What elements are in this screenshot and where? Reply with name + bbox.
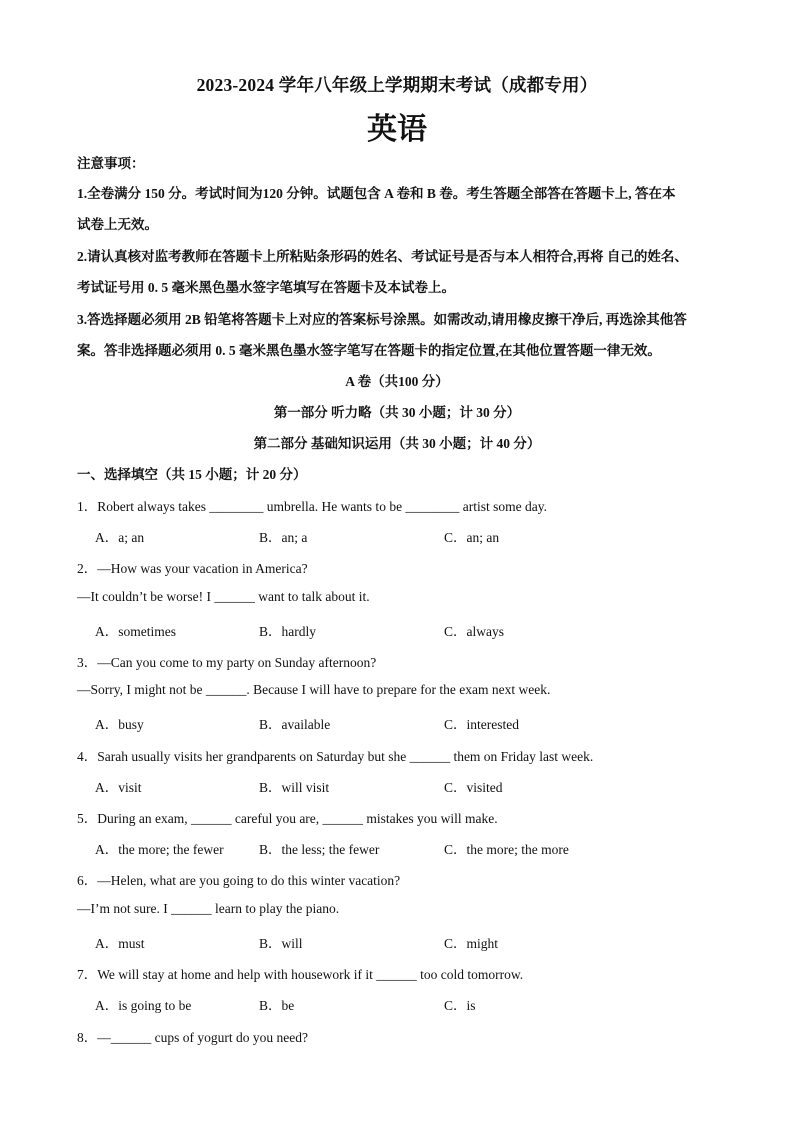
question-3-stem-line-2: —Sorry, I might not be ______. Because I will have to prepare for the exam next week. — [77, 682, 551, 697]
part2-heading: 第二部分 基础知识运用（共 30 小题；计 40 分） — [253, 436, 541, 451]
question-3-option-c[interactable]: C．interested — [444, 717, 519, 732]
notes-line-4: 考试证号用 0. 5 毫米黑色墨水签字笔填写在答题卡及本试卷上。 — [77, 280, 455, 295]
question-5-option-b[interactable]: B．the less; the fewer — [259, 842, 380, 857]
notes-line-2: 试卷上无效。 — [77, 217, 158, 232]
exam-title: 2023-2024 学年八年级上学期期末考试（成都专用） — [196, 75, 598, 95]
question-2-option-c[interactable]: C．always — [444, 624, 504, 639]
question-6-stem: 6．—Helen, what are you going to do this winter vacation? — [77, 873, 401, 888]
question-4-option-b[interactable]: B．will visit — [259, 780, 330, 795]
question-6-option-a[interactable]: A．must — [95, 936, 145, 951]
question-2-option-b[interactable]: B．hardly — [259, 624, 316, 639]
paper-a-heading: A 卷（共100 分） — [345, 374, 449, 389]
question-1-stem: 1．Robert always takes ________ umbrella. He wants to be ________ artist some day. — [77, 499, 548, 514]
notes-line-5: 3.答选择题必须用 2B 铅笔将答题卡上对应的答案标号涂黑。如需改动,请用橡皮擦干净后, 再选涂其他答 — [77, 312, 687, 327]
notes-heading: 注意事项： — [77, 156, 145, 171]
question-4-option-c[interactable]: C．visited — [444, 780, 503, 795]
question-8-stem: 8．—______ cups of yogurt do you need? — [77, 1030, 308, 1045]
question-7-option-b[interactable]: B．be — [259, 998, 295, 1013]
question-4-option-a[interactable]: A．visit — [95, 780, 142, 795]
question-6-option-b[interactable]: B．will — [259, 936, 303, 951]
notes-line-6: 案。答非选择题必须用 0. 5 毫米黑色墨水签字笔写在答题卡的指定位置,在其他位置答题一律无效。 — [77, 343, 661, 358]
question-7-option-a[interactable]: A．is going to be — [95, 998, 192, 1013]
question-6-stem-line-2: —I’m not sure. I ______ learn to play the piano. — [77, 901, 340, 916]
subsection-heading: 一、选择填空（共 15 小题；计 20 分） — [77, 467, 307, 482]
question-6-option-c[interactable]: C．might — [444, 936, 499, 951]
part1-heading: 第一部分 听力略（共 30 小题；计 30 分） — [273, 405, 521, 420]
question-5-option-c[interactable]: C．the more; the more — [444, 842, 569, 857]
question-7-option-c[interactable]: C．is — [444, 998, 476, 1013]
question-3-option-a[interactable]: A．busy — [95, 717, 144, 732]
notes-line-3: 2.请认真核对监考教师在答题卡上所粘贴条形码的姓名、考试证号是否与本人相符合,再将 自己的姓名、 — [77, 249, 688, 264]
question-3-option-b[interactable]: B．available — [259, 717, 331, 732]
question-2-stem-line-2: —It couldn’t be worse! I ______ want to talk about it. — [77, 589, 370, 604]
question-5-option-a[interactable]: A．the more; the fewer — [95, 842, 224, 857]
question-7-stem: 7．We will stay at home and help with housework if it ______ too cold tomorrow. — [77, 967, 524, 982]
notes-line-1: 1.全卷满分 150 分。考试时间为120 分钟。试题包含 A 卷和 B 卷。考生答题全部答在答题卡上, 答在本 — [77, 186, 676, 201]
question-3-stem: 3．—Can you come to my party on Sunday afternoon? — [77, 655, 377, 670]
question-1-option-a[interactable]: A．a; an — [95, 530, 145, 545]
question-2-option-a[interactable]: A．sometimes — [95, 624, 176, 639]
question-5-stem: 5．During an exam, ______ careful you are, ______ mistakes you will make. — [77, 811, 498, 826]
question-1-option-c[interactable]: C．an; an — [444, 530, 500, 545]
question-4-stem: 4．Sarah usually visits her grandparents on Saturday but she ______ them on Friday last week. — [77, 749, 594, 764]
question-2-stem: 2．—How was your vacation in America? — [77, 561, 308, 576]
question-1-option-b[interactable]: B．an; a — [259, 530, 308, 545]
subject-title: 英语 — [367, 112, 427, 147]
